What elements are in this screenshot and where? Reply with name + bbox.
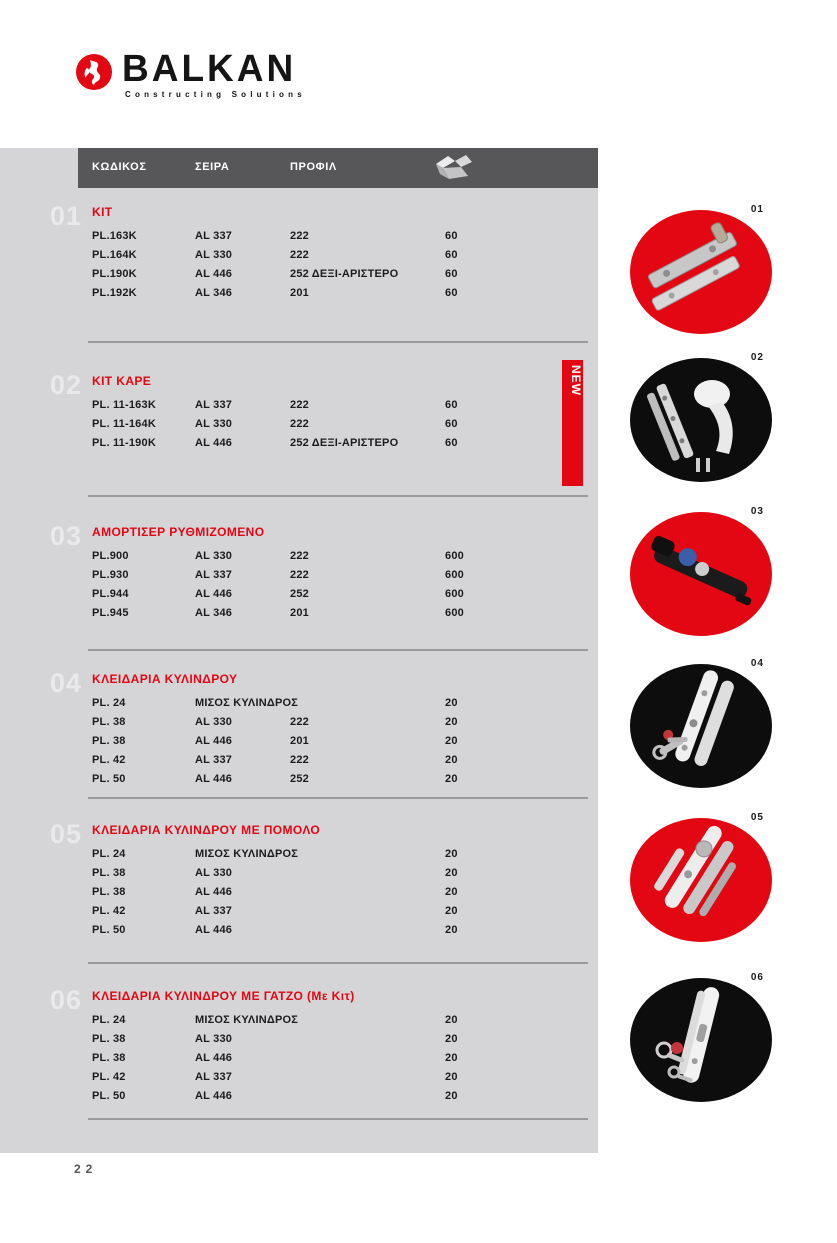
section-number: 05	[50, 819, 83, 849]
cell-code: PL. 50	[92, 923, 126, 936]
cell-profile: 222	[290, 398, 309, 411]
cell-series: ΜΙΣΟΣ ΚΥΛΙΝΔΡΟΣ	[195, 1013, 299, 1026]
table-row	[92, 731, 598, 750]
section-number: 02	[50, 370, 83, 400]
cell-qty: 60	[445, 248, 458, 261]
cell-series: AL 337	[195, 753, 233, 766]
table-row	[92, 395, 598, 414]
cell-series: AL 337	[195, 398, 233, 411]
table-row	[92, 264, 598, 283]
brand-logo	[74, 47, 306, 99]
product-number: 03	[750, 506, 764, 517]
cell-series: AL 346	[195, 286, 233, 299]
section-divider	[88, 962, 588, 964]
section-title: ΚΛΕΙΔΑΡΙΑ ΚΥΛΙΝΔΡΟΥ	[92, 672, 238, 686]
package-icon	[430, 151, 476, 185]
cell-series: AL 337	[195, 229, 233, 242]
cell-series: AL 446	[195, 923, 233, 936]
section-divider	[88, 1118, 588, 1120]
table-row	[92, 245, 598, 264]
page-number: 22	[74, 1162, 98, 1176]
cell-series: ΜΙΣΟΣ ΚΥΛΙΝΔΡΟΣ	[195, 696, 299, 709]
cell-qty: 20	[445, 866, 458, 879]
adjustable-shock-absorber-photo	[630, 512, 772, 636]
table-row	[92, 920, 598, 939]
product-number: 01	[750, 204, 764, 215]
section-kit	[50, 201, 598, 302]
brand-name: BALKAN	[122, 47, 297, 90]
table-row	[92, 414, 598, 433]
cell-profile: 222	[290, 715, 309, 728]
section-rows	[92, 693, 598, 788]
table-row	[92, 584, 598, 603]
table-row	[92, 693, 598, 712]
cell-profile: 201	[290, 286, 309, 299]
section-divider	[88, 649, 588, 651]
cell-code: PL. 24	[92, 696, 126, 709]
product-number: 04	[750, 658, 764, 669]
new-badge-label: NEW	[569, 365, 583, 396]
cell-series: AL 446	[195, 436, 233, 449]
kit-hardware-photo	[630, 210, 772, 334]
cell-profile: 252 ΔΕΞΙ-ΑΡΙΣΤΕΡΟ	[290, 267, 399, 280]
cell-series: AL 330	[195, 715, 233, 728]
column-header-profile: ΠΡΟΦΙΛ	[290, 161, 337, 173]
cell-qty: 20	[445, 1032, 458, 1045]
cell-code: PL. 42	[92, 1070, 126, 1083]
handle-kit-photo	[630, 358, 772, 482]
cell-qty: 600	[445, 568, 464, 581]
new-badge	[562, 360, 583, 486]
section-number: 04	[50, 668, 83, 698]
cell-code: PL. 11-164K	[92, 417, 156, 430]
cell-code: PL.930	[92, 568, 129, 581]
product-photo-01	[630, 204, 776, 336]
cylinder-lock-photo	[630, 664, 772, 788]
cell-code: PL. 11-190K	[92, 436, 156, 449]
table-row	[92, 1010, 598, 1029]
column-header-code: ΚΩΔΙΚΟΣ	[92, 161, 147, 173]
section-number: 01	[50, 201, 83, 231]
section-cylinder-lock-knob	[50, 819, 598, 939]
section-rows	[92, 395, 598, 452]
cell-qty: 20	[445, 715, 458, 728]
table-header	[78, 148, 598, 188]
table-row	[92, 1048, 598, 1067]
cell-series: AL 337	[195, 904, 233, 917]
cell-qty: 20	[445, 904, 458, 917]
table-row	[92, 901, 598, 920]
table-row	[92, 603, 598, 622]
cell-profile: 252	[290, 772, 309, 785]
cell-profile: 252 ΔΕΞΙ-ΑΡΙΣΤΕΡΟ	[290, 436, 399, 449]
cell-code: PL. 11-163K	[92, 398, 156, 411]
cell-code: PL. 38	[92, 1032, 126, 1045]
cell-series: AL 446	[195, 587, 233, 600]
balkan-logo-icon	[74, 50, 116, 94]
cell-qty: 20	[445, 1070, 458, 1083]
section-divider	[88, 797, 588, 799]
section-title: KIT	[92, 205, 113, 219]
product-photo-06	[630, 972, 776, 1104]
section-title: KIT ΚΑΡΕ	[92, 374, 152, 388]
section-shock-absorber	[50, 521, 598, 622]
table-row	[92, 283, 598, 302]
cell-series: AL 330	[195, 549, 233, 562]
cell-qty: 20	[445, 734, 458, 747]
cell-qty: 20	[445, 923, 458, 936]
product-photo-04	[630, 658, 776, 790]
cell-qty: 20	[445, 1089, 458, 1102]
section-cylinder-lock-hook	[50, 985, 598, 1105]
section-divider	[88, 495, 588, 497]
product-number: 05	[750, 812, 764, 823]
cell-qty: 60	[445, 267, 458, 280]
table-row	[92, 1029, 598, 1048]
cell-code: PL. 38	[92, 715, 126, 728]
cell-code: PL. 42	[92, 904, 126, 917]
section-number: 03	[50, 521, 83, 551]
section-title: ΚΛΕΙΔΑΡΙΑ ΚΥΛΙΝΔΡΟΥ ΜΕ ΓΑΤΖΟ (Με Κιτ)	[92, 989, 355, 1003]
cell-code: PL. 50	[92, 772, 126, 785]
table-row	[92, 1086, 598, 1105]
table-row	[92, 546, 598, 565]
cell-code: PL.164K	[92, 248, 137, 261]
cell-qty: 60	[445, 417, 458, 430]
cell-code: PL. 38	[92, 885, 126, 898]
section-cylinder-lock	[50, 668, 598, 788]
cell-qty: 600	[445, 587, 464, 600]
table-row	[92, 882, 598, 901]
cell-code: PL.945	[92, 606, 129, 619]
section-number: 06	[50, 985, 83, 1015]
cell-profile: 222	[290, 753, 309, 766]
table-row	[92, 433, 598, 452]
cell-series: AL 446	[195, 1051, 233, 1064]
cell-code: PL.190K	[92, 267, 137, 280]
cell-code: PL. 42	[92, 753, 126, 766]
cell-code: PL. 38	[92, 866, 126, 879]
cell-series: AL 337	[195, 1070, 233, 1083]
section-divider	[88, 341, 588, 343]
cell-qty: 20	[445, 1051, 458, 1064]
product-photo-05	[630, 812, 776, 944]
cell-qty: 20	[445, 1013, 458, 1026]
cell-qty: 20	[445, 772, 458, 785]
cell-series: AL 337	[195, 568, 233, 581]
cell-qty: 600	[445, 549, 464, 562]
brand-tagline: Constructing Solutions	[125, 90, 306, 99]
cell-code: PL. 24	[92, 847, 126, 860]
section-rows	[92, 844, 598, 939]
cell-profile: 222	[290, 417, 309, 430]
cell-code: PL. 24	[92, 1013, 126, 1026]
cell-series: AL 346	[195, 606, 233, 619]
cell-qty: 600	[445, 606, 464, 619]
cell-code: PL.163K	[92, 229, 137, 242]
section-rows	[92, 546, 598, 622]
cylinder-lock-with-knob-photo	[630, 818, 772, 942]
cell-series: AL 330	[195, 248, 233, 261]
section-title: ΑΜΟΡΤΙΣΕΡ ΡΥΘΜΙΖΟΜΕΝΟ	[92, 525, 265, 539]
cell-qty: 60	[445, 229, 458, 242]
cell-series: AL 446	[195, 1089, 233, 1102]
cell-series: AL 446	[195, 267, 233, 280]
cell-qty: 60	[445, 286, 458, 299]
section-rows	[92, 226, 598, 302]
product-number: 02	[750, 352, 764, 363]
cell-qty: 60	[445, 398, 458, 411]
cell-code: PL.192K	[92, 286, 137, 299]
cell-series: AL 446	[195, 734, 233, 747]
cell-qty: 20	[445, 696, 458, 709]
table-row	[92, 844, 598, 863]
cell-qty: 20	[445, 885, 458, 898]
cell-series: AL 330	[195, 866, 233, 879]
cell-profile: 201	[290, 606, 309, 619]
cell-series: AL 330	[195, 417, 233, 430]
cell-code: PL. 38	[92, 734, 126, 747]
cell-code: PL.900	[92, 549, 129, 562]
table-row	[92, 769, 598, 788]
cell-series: AL 330	[195, 1032, 233, 1045]
cell-code: PL. 50	[92, 1089, 126, 1102]
cell-series: AL 446	[195, 885, 233, 898]
table-row	[92, 1067, 598, 1086]
cell-profile: 222	[290, 549, 309, 562]
table-row	[92, 565, 598, 584]
table-row	[92, 226, 598, 245]
column-header-series: ΣΕΙΡΑ	[195, 161, 230, 173]
cylinder-lock-with-hook-photo	[630, 978, 772, 1102]
cell-qty: 60	[445, 436, 458, 449]
cell-profile: 222	[290, 568, 309, 581]
table-row	[92, 863, 598, 882]
cell-series: AL 446	[195, 772, 233, 785]
cell-profile: 252	[290, 587, 309, 600]
section-rows	[92, 1010, 598, 1105]
section-title: ΚΛΕΙΔΑΡΙΑ ΚΥΛΙΝΔΡΟΥ ΜΕ ΠΟΜΟΛΟ	[92, 823, 321, 837]
cell-code: PL. 38	[92, 1051, 126, 1064]
cell-series: ΜΙΣΟΣ ΚΥΛΙΝΔΡΟΣ	[195, 847, 299, 860]
cell-code: PL.944	[92, 587, 129, 600]
section-kit-kare	[50, 370, 598, 452]
product-photo-03	[630, 506, 776, 638]
table-row	[92, 750, 598, 769]
catalog-table-panel	[0, 148, 598, 1153]
product-number: 06	[750, 972, 764, 983]
cell-profile: 201	[290, 734, 309, 747]
cell-profile: 222	[290, 248, 309, 261]
cell-qty: 20	[445, 847, 458, 860]
table-row	[92, 712, 598, 731]
product-photo-02	[630, 352, 776, 484]
cell-qty: 20	[445, 753, 458, 766]
cell-profile: 222	[290, 229, 309, 242]
